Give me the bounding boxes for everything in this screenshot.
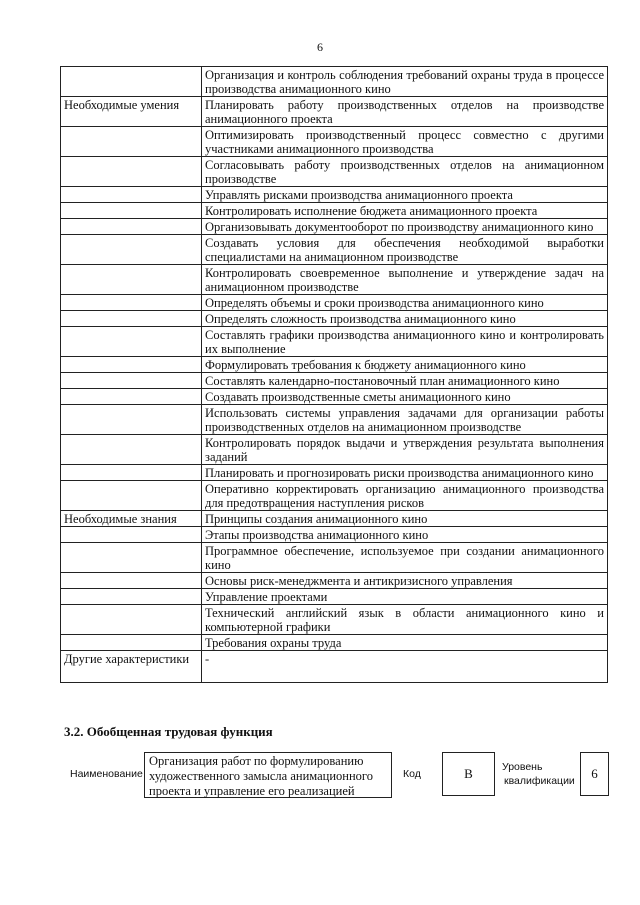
row-text: Программное обеспечение, используемое при создании анимационного кино bbox=[202, 543, 608, 573]
page-number: 6 bbox=[317, 40, 323, 54]
row-label bbox=[61, 235, 202, 265]
row-label bbox=[61, 357, 202, 373]
row-text: Принципы создания анимационного кино bbox=[202, 511, 608, 527]
row-text: Управлять рисками производства анимационного проекта bbox=[202, 187, 608, 203]
table-row bbox=[61, 605, 608, 635]
table-row bbox=[61, 311, 608, 327]
row-text: Требования охраны труда bbox=[202, 635, 608, 651]
row-label bbox=[61, 527, 202, 543]
level-label-line2: квалификации bbox=[504, 775, 575, 787]
name-value-box: Организация работ по формулированию художественного замысла анимационного проекта и управление его реализацией bbox=[144, 752, 392, 798]
section-title: 3.2. Обобщенная трудовая функция bbox=[64, 724, 273, 739]
level-label-line1: Уровень bbox=[502, 761, 543, 773]
row-label: Другие характеристики bbox=[61, 651, 202, 683]
table-row bbox=[61, 295, 608, 311]
row-text: Планировать и прогнозировать риски производства анимационного кино bbox=[202, 465, 608, 481]
table-row bbox=[61, 373, 608, 389]
row-text: Контролировать исполнение бюджета анимационного проекта bbox=[202, 203, 608, 219]
table-row bbox=[61, 187, 608, 203]
table-row bbox=[61, 511, 608, 527]
code-label: Код bbox=[403, 768, 421, 780]
name-label: Наименование bbox=[70, 768, 143, 780]
row-label bbox=[61, 635, 202, 651]
row-text: Составлять календарно-постановочный план анимационного кино bbox=[202, 373, 608, 389]
row-label bbox=[61, 405, 202, 435]
table-row bbox=[61, 265, 608, 295]
row-text: Определять объемы и сроки производства анимационного кино bbox=[202, 295, 608, 311]
table-row bbox=[61, 527, 608, 543]
row-text: Создавать производственные сметы анимационного кино bbox=[202, 389, 608, 405]
row-text: Планировать работу производственных отделов на производстве анимационного проекта bbox=[202, 97, 608, 127]
table-row bbox=[61, 465, 608, 481]
row-label bbox=[61, 265, 202, 295]
table-row bbox=[61, 235, 608, 265]
table-row bbox=[61, 573, 608, 589]
skills-knowledge-table bbox=[60, 66, 608, 683]
table-row bbox=[61, 203, 608, 219]
table-row bbox=[61, 435, 608, 465]
row-text: Технический английский язык в области анимационного кино и компьютерной графики bbox=[202, 605, 608, 635]
code-value-box: B bbox=[442, 752, 495, 796]
table-row bbox=[61, 157, 608, 187]
row-text: Управление проектами bbox=[202, 589, 608, 605]
table-row bbox=[61, 481, 608, 511]
row-text: Оперативно корректировать организацию анимационного производства для предотвращения наступления рисков bbox=[202, 481, 608, 511]
row-label bbox=[61, 295, 202, 311]
table-row bbox=[61, 389, 608, 405]
row-text: Организация и контроль соблюдения требований охраны труда в процессе производства анимационного кино bbox=[202, 67, 608, 97]
table-row bbox=[61, 357, 608, 373]
table-row bbox=[61, 589, 608, 605]
row-label bbox=[61, 389, 202, 405]
row-label: Необходимые умения bbox=[61, 97, 202, 127]
table-row bbox=[61, 651, 608, 683]
table-row bbox=[61, 635, 608, 651]
row-label bbox=[61, 373, 202, 389]
row-label bbox=[61, 605, 202, 635]
row-label bbox=[61, 327, 202, 357]
row-text: Формулировать требования к бюджету анимационного кино bbox=[202, 357, 608, 373]
row-text: Определять сложность производства анимационного кино bbox=[202, 311, 608, 327]
row-text: Организовывать документооборот по производству анимационного кино bbox=[202, 219, 608, 235]
row-label bbox=[61, 573, 202, 589]
row-label bbox=[61, 465, 202, 481]
table-row bbox=[61, 97, 608, 127]
row-text: Создавать условия для обеспечения необходимой выработки специалистами на анимационном производстве bbox=[202, 235, 608, 265]
row-label bbox=[61, 543, 202, 573]
table-row bbox=[61, 127, 608, 157]
row-text: Согласовывать работу производственных отделов на анимационном производстве bbox=[202, 157, 608, 187]
row-label bbox=[61, 187, 202, 203]
row-text: Составлять графики производства анимационного кино и контролировать их выполнение bbox=[202, 327, 608, 357]
row-label bbox=[61, 157, 202, 187]
row-label bbox=[61, 203, 202, 219]
table-row bbox=[61, 67, 608, 97]
row-label bbox=[61, 435, 202, 465]
row-label bbox=[61, 589, 202, 605]
row-text: Использовать системы управления задачами для организации работы производственных отделов на анимационном производстве bbox=[202, 405, 608, 435]
table-row bbox=[61, 327, 608, 357]
row-text: Основы риск-менеджмента и антикризисного управления bbox=[202, 573, 608, 589]
row-label bbox=[61, 311, 202, 327]
qualification-level-label bbox=[502, 760, 582, 788]
row-text: Контролировать своевременное выполнение и утверждение задач на анимационном производстве bbox=[202, 265, 608, 295]
table-row bbox=[61, 543, 608, 573]
row-text: Контролировать порядок выдачи и утверждения результата выполнения заданий bbox=[202, 435, 608, 465]
row-label: Необходимые знания bbox=[61, 511, 202, 527]
row-text: Оптимизировать производственный процесс совместно с другими участниками анимационного производства bbox=[202, 127, 608, 157]
table-row bbox=[61, 405, 608, 435]
row-text: Этапы производства анимационного кино bbox=[202, 527, 608, 543]
row-label bbox=[61, 219, 202, 235]
row-label bbox=[61, 127, 202, 157]
row-label bbox=[61, 67, 202, 97]
table-row bbox=[61, 219, 608, 235]
row-text: - bbox=[202, 651, 608, 683]
row-label bbox=[61, 481, 202, 511]
level-value-box: 6 bbox=[580, 752, 609, 796]
